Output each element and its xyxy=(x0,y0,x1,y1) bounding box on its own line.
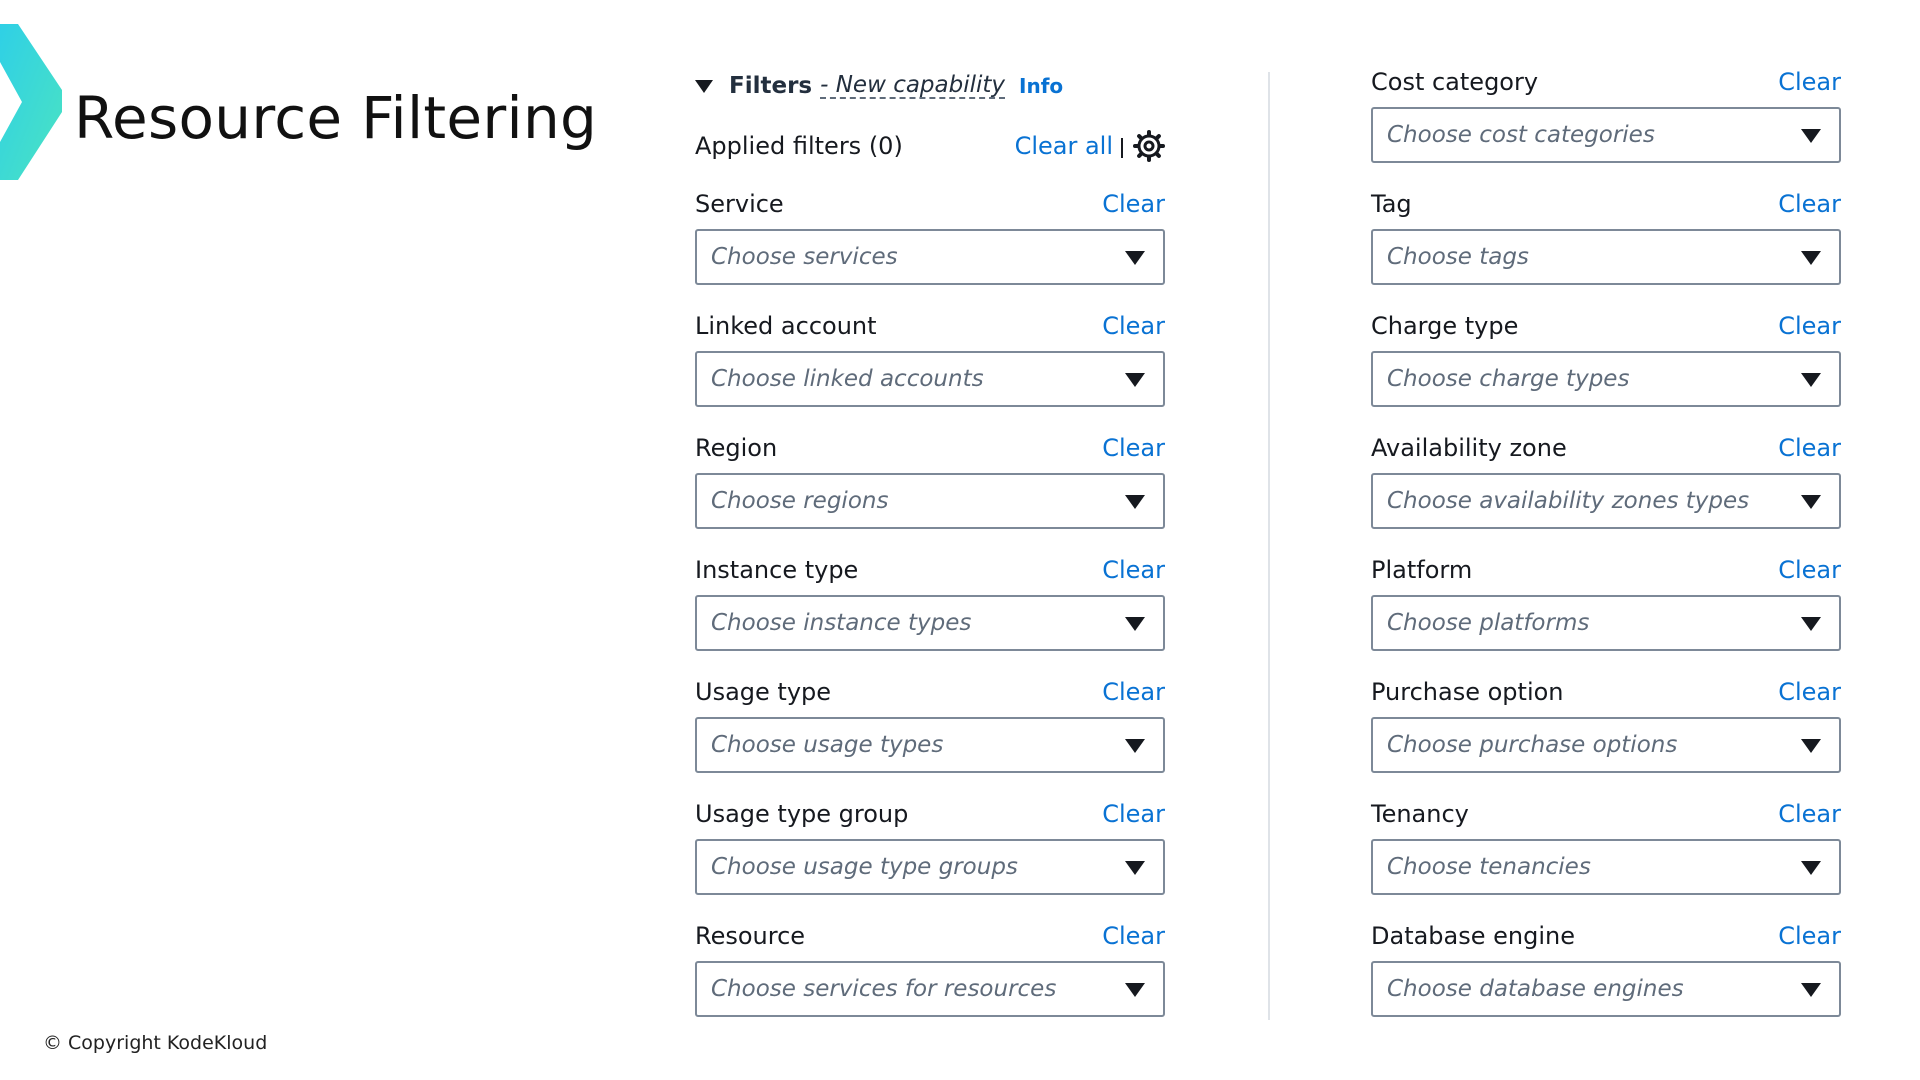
clear-region-link[interactable]: Clear xyxy=(1102,434,1165,462)
filter-label: Linked account xyxy=(695,312,877,340)
service-select[interactable] xyxy=(695,229,1165,285)
slide-title: Resource Filtering xyxy=(74,84,598,152)
filter-label: Resource xyxy=(695,922,806,950)
filter-label: Database engine xyxy=(1371,922,1575,950)
region-select[interactable] xyxy=(695,473,1165,529)
column-divider xyxy=(1268,72,1270,1020)
caret-down-icon xyxy=(1801,617,1821,631)
filter-label: Region xyxy=(695,434,778,462)
filter-label: Instance type xyxy=(695,556,859,584)
select-placeholder: Choose instance types xyxy=(711,610,972,636)
tag-select[interactable] xyxy=(1371,229,1841,285)
resource-select[interactable] xyxy=(695,961,1165,1017)
availability-zone-select[interactable] xyxy=(1371,473,1841,529)
filter-region xyxy=(695,434,1165,556)
filter-tag xyxy=(1371,190,1841,312)
filter-label: Availability zone xyxy=(1371,434,1567,462)
caret-down-icon xyxy=(1125,739,1145,753)
applied-filters-label: Applied filters (0) xyxy=(695,132,903,160)
charge-type-select[interactable] xyxy=(1371,351,1841,407)
caret-down-icon xyxy=(1125,983,1145,997)
copyright-text: © Copyright KodeKloud xyxy=(43,1032,268,1054)
info-link[interactable]: Info xyxy=(1019,74,1064,98)
usage-type-select[interactable] xyxy=(695,717,1165,773)
clear-database-engine-link[interactable]: Clear xyxy=(1778,922,1841,950)
select-placeholder: Choose regions xyxy=(711,488,889,514)
caret-down-icon xyxy=(1801,251,1821,265)
filter-usage-type-group xyxy=(695,800,1165,922)
platform-select[interactable] xyxy=(1371,595,1841,651)
clear-usage-type-link[interactable]: Clear xyxy=(1102,678,1165,706)
filter-tenancy xyxy=(1371,800,1841,922)
database-engine-select[interactable] xyxy=(1371,961,1841,1017)
filters-left-column xyxy=(695,190,1165,1044)
clear-availability-zone-link[interactable]: Clear xyxy=(1778,434,1841,462)
purchase-option-select[interactable] xyxy=(1371,717,1841,773)
select-placeholder: Choose usage types xyxy=(711,732,944,758)
filter-label: Usage type group xyxy=(695,800,909,828)
caret-down-icon xyxy=(1125,495,1145,509)
caret-down-icon xyxy=(1125,373,1145,387)
caret-down-icon xyxy=(1801,495,1821,509)
collapse-triangle-icon[interactable] xyxy=(695,80,713,93)
clear-service-link[interactable]: Clear xyxy=(1102,190,1165,218)
clear-platform-link[interactable]: Clear xyxy=(1778,556,1841,584)
filters-right-column xyxy=(1371,68,1841,1044)
filter-database-engine xyxy=(1371,922,1841,1044)
select-placeholder: Choose platforms xyxy=(1387,610,1590,636)
filter-resource xyxy=(695,922,1165,1044)
clear-purchase-option-link[interactable]: Clear xyxy=(1778,678,1841,706)
caret-down-icon xyxy=(1125,251,1145,265)
clear-charge-type-link[interactable]: Clear xyxy=(1778,312,1841,340)
filter-cost-category xyxy=(1371,68,1841,190)
select-placeholder: Choose availability zones types xyxy=(1387,488,1750,514)
caret-down-icon xyxy=(1801,861,1821,875)
separator-bar xyxy=(1121,138,1123,158)
usage-type-group-select[interactable] xyxy=(695,839,1165,895)
select-placeholder: Choose services xyxy=(711,244,898,270)
gear-icon[interactable] xyxy=(1133,130,1165,162)
clear-tag-link[interactable]: Clear xyxy=(1778,190,1841,218)
filter-label: Service xyxy=(695,190,784,218)
filter-service xyxy=(695,190,1165,312)
caret-down-icon xyxy=(1801,373,1821,387)
clear-linked-account-link[interactable]: Clear xyxy=(1102,312,1165,340)
linked-account-select[interactable] xyxy=(695,351,1165,407)
select-placeholder: Choose database engines xyxy=(1387,976,1684,1002)
caret-down-icon xyxy=(1801,739,1821,753)
caret-down-icon xyxy=(1801,129,1821,143)
new-capability-label: - New capability xyxy=(820,72,1006,98)
cost-category-select[interactable] xyxy=(1371,107,1841,163)
filter-label: Usage type xyxy=(695,678,832,706)
clear-usage-type-group-link[interactable]: Clear xyxy=(1102,800,1165,828)
select-placeholder: Choose cost categories xyxy=(1387,122,1655,148)
filter-label: Platform xyxy=(1371,556,1473,584)
select-placeholder: Choose tags xyxy=(1387,244,1529,270)
select-placeholder: Choose purchase options xyxy=(1387,732,1678,758)
clear-instance-type-link[interactable]: Clear xyxy=(1102,556,1165,584)
filter-label: Cost category xyxy=(1371,68,1539,96)
filter-label: Charge type xyxy=(1371,312,1519,340)
instance-type-select[interactable] xyxy=(695,595,1165,651)
applied-filters-row xyxy=(695,130,1165,164)
caret-down-icon xyxy=(1801,983,1821,997)
filter-label: Tag xyxy=(1371,190,1412,218)
filter-label: Purchase option xyxy=(1371,678,1564,706)
clear-cost-category-link[interactable]: Clear xyxy=(1778,68,1841,96)
clear-all-link[interactable]: Clear all xyxy=(1014,132,1113,160)
filter-label: Tenancy xyxy=(1371,800,1469,828)
filter-usage-type xyxy=(695,678,1165,800)
tenancy-select[interactable] xyxy=(1371,839,1841,895)
caret-down-icon xyxy=(1125,617,1145,631)
select-placeholder: Choose charge types xyxy=(1387,366,1630,392)
filters-header xyxy=(695,71,1063,101)
filter-instance-type xyxy=(695,556,1165,678)
filter-availability-zone xyxy=(1371,434,1841,556)
kodekloud-chevron-logo xyxy=(0,24,64,180)
filter-platform xyxy=(1371,556,1841,678)
select-placeholder: Choose tenancies xyxy=(1387,854,1591,880)
filter-purchase-option xyxy=(1371,678,1841,800)
filter-linked-account xyxy=(695,312,1165,434)
caret-down-icon xyxy=(1125,861,1145,875)
select-placeholder: Choose services for resources xyxy=(711,976,1057,1002)
filter-charge-type xyxy=(1371,312,1841,434)
select-placeholder: Choose linked accounts xyxy=(711,366,984,392)
filters-heading: Filters xyxy=(729,73,813,99)
clear-tenancy-link[interactable]: Clear xyxy=(1778,800,1841,828)
clear-resource-link[interactable]: Clear xyxy=(1102,922,1165,950)
select-placeholder: Choose usage type groups xyxy=(711,854,1018,880)
